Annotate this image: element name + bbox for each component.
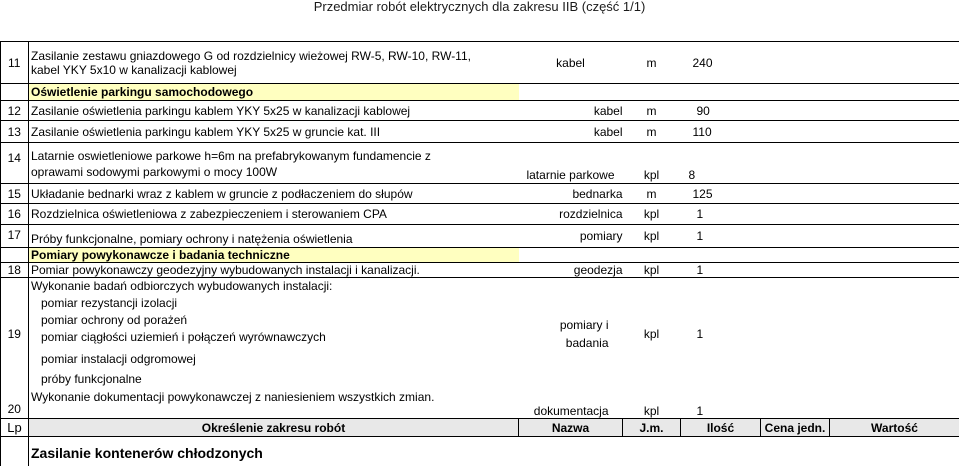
row-qty: 1 [696,404,704,418]
row-qty: 1 [681,278,761,390]
header-lp: Lp [1,419,29,437]
table-row-16 [1,204,959,225]
row-number: 16 [1,204,29,225]
table-row-11 [1,42,959,84]
row-description: Pomiar powykonawczy geodezyjny wybudowanych instalacji i kanalizacji. [29,263,519,278]
table-row-15 [1,184,959,204]
unit-name-line: pomiary i [559,317,609,332]
table-row-18 [1,263,959,278]
row-unit: kpl [623,204,681,225]
row-number: 14 [1,143,29,184]
header-price: Cena jedn. [761,419,830,437]
row-unit: m [623,121,681,143]
row-qty: 110 [681,121,761,143]
header-qty: Ilość [681,419,761,437]
table-header [1,419,959,437]
header-value: Wartość [830,419,959,437]
description-line: Wykonanie badań odbiorczych wybudowanych instalacji: [31,279,333,293]
description-line: próby funkcjonalne [41,372,142,386]
description-line: kabel YKY 5x10 w kanalizacji kablowej [31,62,237,77]
row-description [29,278,519,390]
row-number: 20 [7,402,21,416]
row-description: Próby funkcjonalne, pomiary ochrony i natężenia oświetlenia [29,225,519,248]
row-qty: 1 [681,225,761,248]
row-unit-name: kabel [519,121,623,143]
row-unit-name: kabel [519,42,623,84]
description-line: Zasilanie zestawu gniazdowego G od rozdzielnicy wieżowej RW-5, RW-10, RW-11, [31,48,471,63]
row-description [29,42,519,84]
row-unit-name: bednarka [519,184,623,204]
table-row-14 [1,143,959,184]
row-unit-name: geodezja [519,263,623,278]
table-row-19 [1,278,959,390]
row-number: 12 [1,101,29,121]
row-description: Rozdzielnica oświetleniowa z zabezpieczeniem i sterowaniem CPA [29,204,519,225]
description-line: Latarnie oswietleniowe parkowe h=6m na prefabrykowanym fundamencie z [31,149,431,163]
table-row-13 [1,121,959,143]
row-unit: kpl [643,404,660,418]
row-number: 13 [1,121,29,143]
row-unit-name: dokumentacja [533,404,609,418]
boq-table [0,41,959,437]
table-row-17 [1,225,959,248]
header-description: Określenie zakresu robót [29,419,519,437]
row-description: Wykonanie dokumentacji powykonawczej z naniesieniem wszystkich zmian. [29,390,519,419]
row-qty: 1 [681,204,761,225]
row-number: 17 [1,225,29,248]
next-section-title: Zasilanie kontenerów chłodzonych [31,445,263,461]
row-number: 15 [1,184,29,204]
page-title: Przedmiar robót elektrycznych dla zakresu IIB (część 1/1) [313,0,646,14]
description-line: pomiar ciągłości uziemień i połączeń wyrównawczych [41,330,326,344]
row-qty: 125 [681,184,761,204]
row-unit: m [623,184,681,204]
table-left-border [0,41,1,466]
row-qty: 240 [681,42,761,84]
row-unit-name: rozdzielnica [519,204,623,225]
section-title-parking: Oświetlenie parkingu samochodowego [29,84,519,101]
row-unit: m [623,42,681,84]
row-unit: m [623,101,681,121]
description-line: pomiar instalacji odgromowej [41,352,196,366]
row-qty: 90 [681,101,761,121]
table-row-12 [1,101,959,121]
row-qty: 1 [681,263,761,278]
row-unit: kpl [623,278,681,390]
section-row [1,248,959,263]
description-line: oprawami sodowymi parkowymi o mocy 100W [31,165,278,179]
row-number: 11 [1,42,29,84]
description-line: pomiar ochrony od porażeń [41,313,188,327]
row-description [29,143,519,184]
description-line: pomiar rezystancji izolacji [41,296,178,310]
row-qty: 8 [681,143,761,184]
row-unit-name: latarnie parkowe [519,143,623,184]
section-row [1,84,959,101]
row-description: Zasilanie oświetlenia parkingu kablem YKY 5x25 w gruncie kat. III [29,121,519,143]
header-name: Nazwa [519,419,623,437]
row-description: Układanie bednarki wraz z kablem w gruncie z podłaczeniem do słupów [29,184,519,204]
row-unit-name [519,278,623,390]
section-left-border [28,436,29,466]
table-row-20 [1,390,959,419]
row-unit: kpl [623,225,681,248]
section-title-measurements: Pomiary powykonawcze i badania techniczne [29,248,519,263]
row-unit: kpl [623,263,681,278]
row-unit-name: kabel [519,101,623,121]
row-unit: kpl [623,143,681,184]
unit-name-line: badania [565,335,609,350]
row-number: 18 [1,263,29,278]
row-description: Zasilanie oświetlenia parkingu kablem YKY 5x25 w kanalizacji kablowej [29,101,519,121]
row-number: 19 [1,278,29,390]
header-unit: J.m. [623,419,681,437]
row-unit-name: pomiary [519,225,623,248]
